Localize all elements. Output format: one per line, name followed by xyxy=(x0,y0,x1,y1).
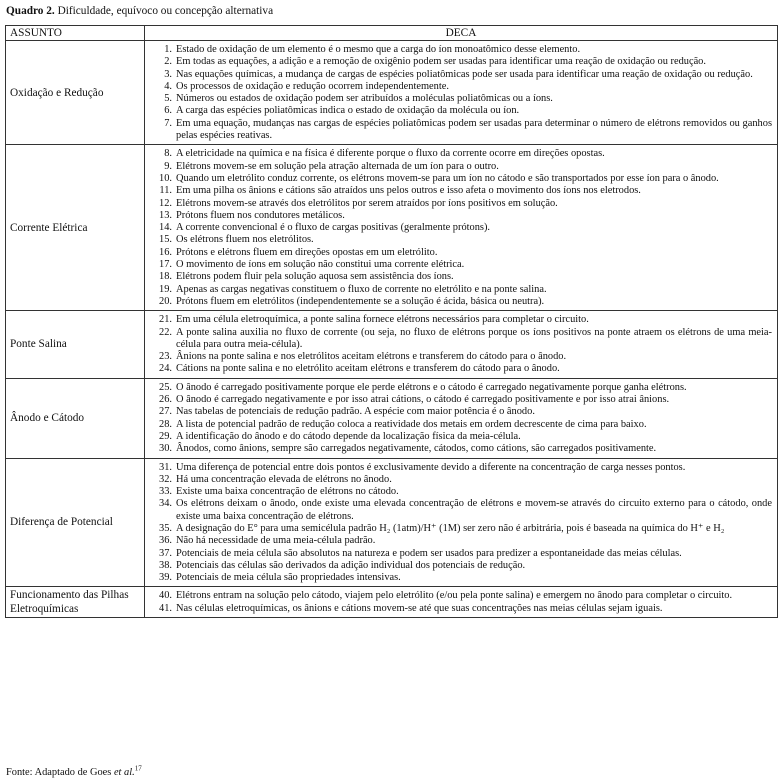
item-text: Em todas as equações, a adição e a remoção de oxigênio podem ser usadas para identificar uma reação de oxidação ou redução. xyxy=(176,56,706,68)
item-text: Existe uma baixa concentração de elétrons no cátodo. xyxy=(176,486,399,498)
table-caption xyxy=(6,4,273,18)
item-text: Em uma equação, mudanças nas cargas de espécies poliatômicas podem ser usadas para determinar o número de elétrons removidos ou ganhos pelas espécies reativas. xyxy=(176,117,772,142)
list-item xyxy=(153,603,772,615)
item-number: 33. xyxy=(159,486,172,498)
subject-cell: Corrente Elétrica xyxy=(6,145,145,311)
item-number: 39. xyxy=(159,572,172,584)
item-text: Elétrons movem-se através dos eletrólitos por serem atraídos por íons positivos em solução. xyxy=(176,197,558,209)
item-number: 40. xyxy=(159,590,172,602)
item-number: 32. xyxy=(159,473,172,485)
item-number: 15. xyxy=(159,234,172,246)
list-item xyxy=(153,548,772,560)
list-item xyxy=(153,498,772,523)
item-text: A corrente convencional é o fluxo de cargas positivas (geralmente prótons). xyxy=(176,222,491,234)
item-text: A ponte salina auxilia no fluxo de corrente (ou seja, no fluxo de elétrons porque os íons positivos na ponte atraem os elétrons de uma meia-célula para outra meia-célula). xyxy=(176,326,772,350)
item-number: 31. xyxy=(159,461,172,473)
list-item xyxy=(153,406,772,418)
item-number: 19. xyxy=(159,283,172,295)
item-number: 37. xyxy=(159,547,172,559)
item-text: Elétrons movem-se em solução pela atração alternada de um íon para o outro. xyxy=(176,160,499,172)
item-text: Há uma concentração elevada de elétrons no ânodo. xyxy=(176,473,392,485)
caption-label: Quadro 2. xyxy=(6,5,55,17)
item-number: 26. xyxy=(159,394,172,406)
list-item xyxy=(153,474,772,486)
list-item xyxy=(153,284,772,296)
item-text: Quando um eletrólito conduz corrente, os elétrons movem-se para um íon no cátodo e são transportados por esse íon para o ânodo. xyxy=(176,172,719,184)
item-number: 3. xyxy=(164,68,172,80)
item-text: O ânodo é carregado negativamente e por isso atrai cátions, o cátodo é carregado positivamente e por isso atrai ânions. xyxy=(176,394,670,406)
header-assunto: ASSUNTO xyxy=(6,26,145,41)
item-number: 6. xyxy=(164,105,172,117)
list-item xyxy=(153,69,772,81)
list-item xyxy=(153,247,772,259)
source-ref: 17 xyxy=(134,764,142,773)
item-text: O movimento de íons em solução não constitui uma corrente elétrica. xyxy=(176,259,465,271)
item-text: A designação do E° para uma semicélula padrão H₂ (1atm)/H⁺ (1M) ser zero não é arbitrária, pois é baseada na química do H⁺ e H₂ xyxy=(176,522,725,534)
item-number: 2. xyxy=(164,56,172,68)
list-item xyxy=(153,56,772,68)
item-number: 27. xyxy=(159,406,172,418)
source-italic: et al. xyxy=(113,767,135,778)
item-number: 5. xyxy=(164,93,172,105)
item-text: Prótons fluem em eletrólitos (independentemente se a solução é ácida, básica ou neutra). xyxy=(176,295,545,307)
item-text: A carga das espécies poliatômicas indica o estado de oxidação da molécula ou íon. xyxy=(176,105,520,117)
list-item xyxy=(153,314,772,326)
item-number: 7. xyxy=(164,117,172,129)
item-text: Elétrons entram na solução pelo cátodo, viajem pelo eletrólito (e/ou pela ponte salina) e emergem no ânodo para completar o circuito. xyxy=(176,590,733,602)
list-item xyxy=(153,173,772,185)
item-text: Nas células eletroquímicas, os ânions e cátions movem-se até que suas concentrações nas meias células sejam iguais. xyxy=(176,602,663,614)
item-number: 11. xyxy=(159,185,172,197)
table-row xyxy=(6,145,778,311)
items-cell xyxy=(145,378,778,458)
item-number: 22. xyxy=(159,326,172,338)
list-item xyxy=(153,535,772,547)
list-item xyxy=(153,44,772,56)
item-number: 18. xyxy=(159,271,172,283)
item-text: Os elétrons fluem nos eletrólitos. xyxy=(176,234,314,246)
item-text: Números ou estados de oxidação podem ser atribuídos a moléculas poliatômicas ou a íons. xyxy=(176,93,553,105)
item-number: 41. xyxy=(159,602,172,614)
subject-cell: Diferença de Potencial xyxy=(6,458,145,587)
list-item xyxy=(153,105,772,117)
item-number: 8. xyxy=(164,148,172,160)
item-text: Elétrons podem fluir pela solução aquosa sem assistência dos íons. xyxy=(176,271,454,283)
item-number: 20. xyxy=(159,295,172,307)
list-item xyxy=(153,351,772,363)
list-item xyxy=(153,93,772,105)
item-number: 34. xyxy=(159,498,172,510)
item-number: 30. xyxy=(159,443,172,455)
item-number: 29. xyxy=(159,430,172,442)
subject-cell: Ânodo e Cátodo xyxy=(6,378,145,458)
list-item xyxy=(153,148,772,160)
list-item xyxy=(153,161,772,173)
item-text: Cátions na ponte salina e no eletrólito aceitam elétrons e transferem do cátodo para o ânodo. xyxy=(176,363,560,375)
item-text: Os processos de oxidação e redução ocorrem independentemente. xyxy=(176,80,449,92)
item-text: Apenas as cargas negativas constituem o fluxo de corrente no eletrólito e na ponte salina. xyxy=(176,283,547,295)
item-number: 12. xyxy=(159,197,172,209)
list-item xyxy=(153,363,772,375)
table-row xyxy=(6,311,778,378)
list-item xyxy=(153,419,772,431)
item-number: 14. xyxy=(159,222,172,234)
items-cell xyxy=(145,587,778,618)
item-text: Nas equações químicas, a mudança de cargas de espécies poliatômicas pode ser usada para identificar uma reação de oxidação ou redução. xyxy=(176,68,753,80)
subject-cell: Ponte Salina xyxy=(6,311,145,378)
list-item xyxy=(153,118,772,143)
item-text: A eletricidade na química e na física é diferente porque o fluxo da corrente ocorre em direções opostas. xyxy=(176,148,605,160)
list-item xyxy=(153,210,772,222)
header-deca: DECA xyxy=(145,26,778,41)
list-item xyxy=(153,394,772,406)
list-item xyxy=(153,327,772,352)
item-text: Estado de oxidação de um elemento é o mesmo que a carga do íon monoatômico desse elemento. xyxy=(176,44,581,55)
list-item xyxy=(153,523,772,535)
subject-cell: Funcionamento das Pilhas Eletroquímicas xyxy=(6,587,145,618)
item-text: Potenciais de meia célula são propriedades intensivas. xyxy=(176,572,401,584)
list-item xyxy=(153,234,772,246)
table-row xyxy=(6,458,778,587)
list-item xyxy=(153,198,772,210)
item-number: 1. xyxy=(164,44,172,55)
item-number: 23. xyxy=(159,351,172,363)
difficulties-table xyxy=(5,25,778,618)
item-text: Ânions na ponte salina e nos eletrólitos aceitam elétrons e transferem do cátodo para o ânodo. xyxy=(176,351,567,363)
caption-text: Dificuldade, equívoco ou concepção alternativa xyxy=(57,5,274,17)
item-number: 24. xyxy=(159,363,172,375)
list-item xyxy=(153,572,772,584)
list-item xyxy=(153,271,772,283)
item-number: 38. xyxy=(159,559,172,571)
item-text: Em uma pilha os ânions e cátions são atraídos uns pelos outros e isso afeta o movimento dos íons nos eletrodos. xyxy=(176,185,641,197)
item-number: 35. xyxy=(159,522,172,534)
list-item xyxy=(153,259,772,271)
list-item xyxy=(153,462,772,474)
item-text: Ânodos, como ânions, sempre são carregados negativamente, cátodos, como cátions, são carregados positivamente. xyxy=(176,443,657,455)
item-text: A identificação do ânodo e do cátodo depende da localização física da meia-célula. xyxy=(176,430,521,442)
table-header-row xyxy=(6,26,778,41)
items-cell xyxy=(145,41,778,145)
subject-cell: Oxidação e Redução xyxy=(6,41,145,145)
item-number: 21. xyxy=(159,314,172,326)
item-number: 25. xyxy=(159,381,172,393)
item-text: Potenciais de meia célula são absolutos na natureza e podem ser usados para predizer a espontaneidade das meias células. xyxy=(176,547,682,559)
item-number: 10. xyxy=(159,172,172,184)
list-item xyxy=(153,560,772,572)
item-number: 36. xyxy=(159,535,172,547)
source-note xyxy=(6,766,142,779)
list-item xyxy=(153,486,772,498)
items-cell xyxy=(145,311,778,378)
items-cell xyxy=(145,145,778,311)
item-text: Potenciais das células são derivados da adição individual dos potenciais de redução. xyxy=(176,559,526,571)
item-text: Uma diferença de potencial entre dois pontos é exclusivamente devido a diferente na concentração de carga nesses pontos. xyxy=(176,461,686,473)
list-item xyxy=(153,185,772,197)
items-cell xyxy=(145,458,778,587)
item-text: Não há necessidade de uma meia-célula padrão. xyxy=(176,535,376,547)
item-text: Prótons e elétrons fluem em direções opostas em um eletrólito. xyxy=(176,246,438,258)
table-body xyxy=(6,41,778,618)
list-item xyxy=(153,382,772,394)
list-item xyxy=(153,81,772,93)
table-row xyxy=(6,587,778,618)
item-number: 17. xyxy=(159,259,172,271)
table-row xyxy=(6,41,778,145)
item-number: 16. xyxy=(159,246,172,258)
item-number: 9. xyxy=(164,160,172,172)
item-number: 28. xyxy=(159,418,172,430)
item-text: A lista de potencial padrão de redução coloca a reatividade dos metais em ordem decrescente de cima para baixo. xyxy=(176,418,647,430)
list-item xyxy=(153,443,772,455)
item-text: Em uma célula eletroquímica, a ponte salina fornece elétrons necessários para completar o circuito. xyxy=(176,314,589,326)
list-item xyxy=(153,590,772,602)
list-item xyxy=(153,431,772,443)
item-number: 4. xyxy=(164,80,172,92)
item-number: 13. xyxy=(159,209,172,221)
source-prefix: Fonte: Adaptado de Goes xyxy=(6,767,114,778)
item-text: Nas tabelas de potenciais de redução padrão. A espécie com maior potência é o ânodo. xyxy=(176,406,535,418)
table-row xyxy=(6,378,778,458)
item-text: Os elétrons deixam o ânodo, onde existe uma elevada concentração de elétrons e movem-se através do circuito externo para o cátodo, onde existe uma baixa concentração de elétrons. xyxy=(176,498,772,522)
list-item xyxy=(153,296,772,308)
list-item xyxy=(153,222,772,234)
item-text: O ânodo é carregado positivamente porque ele perde elétrons e o cátodo é carregado negativamente porque ganha elétrons. xyxy=(176,381,687,393)
item-text: Prótons fluem nos condutores metálicos. xyxy=(176,209,345,221)
